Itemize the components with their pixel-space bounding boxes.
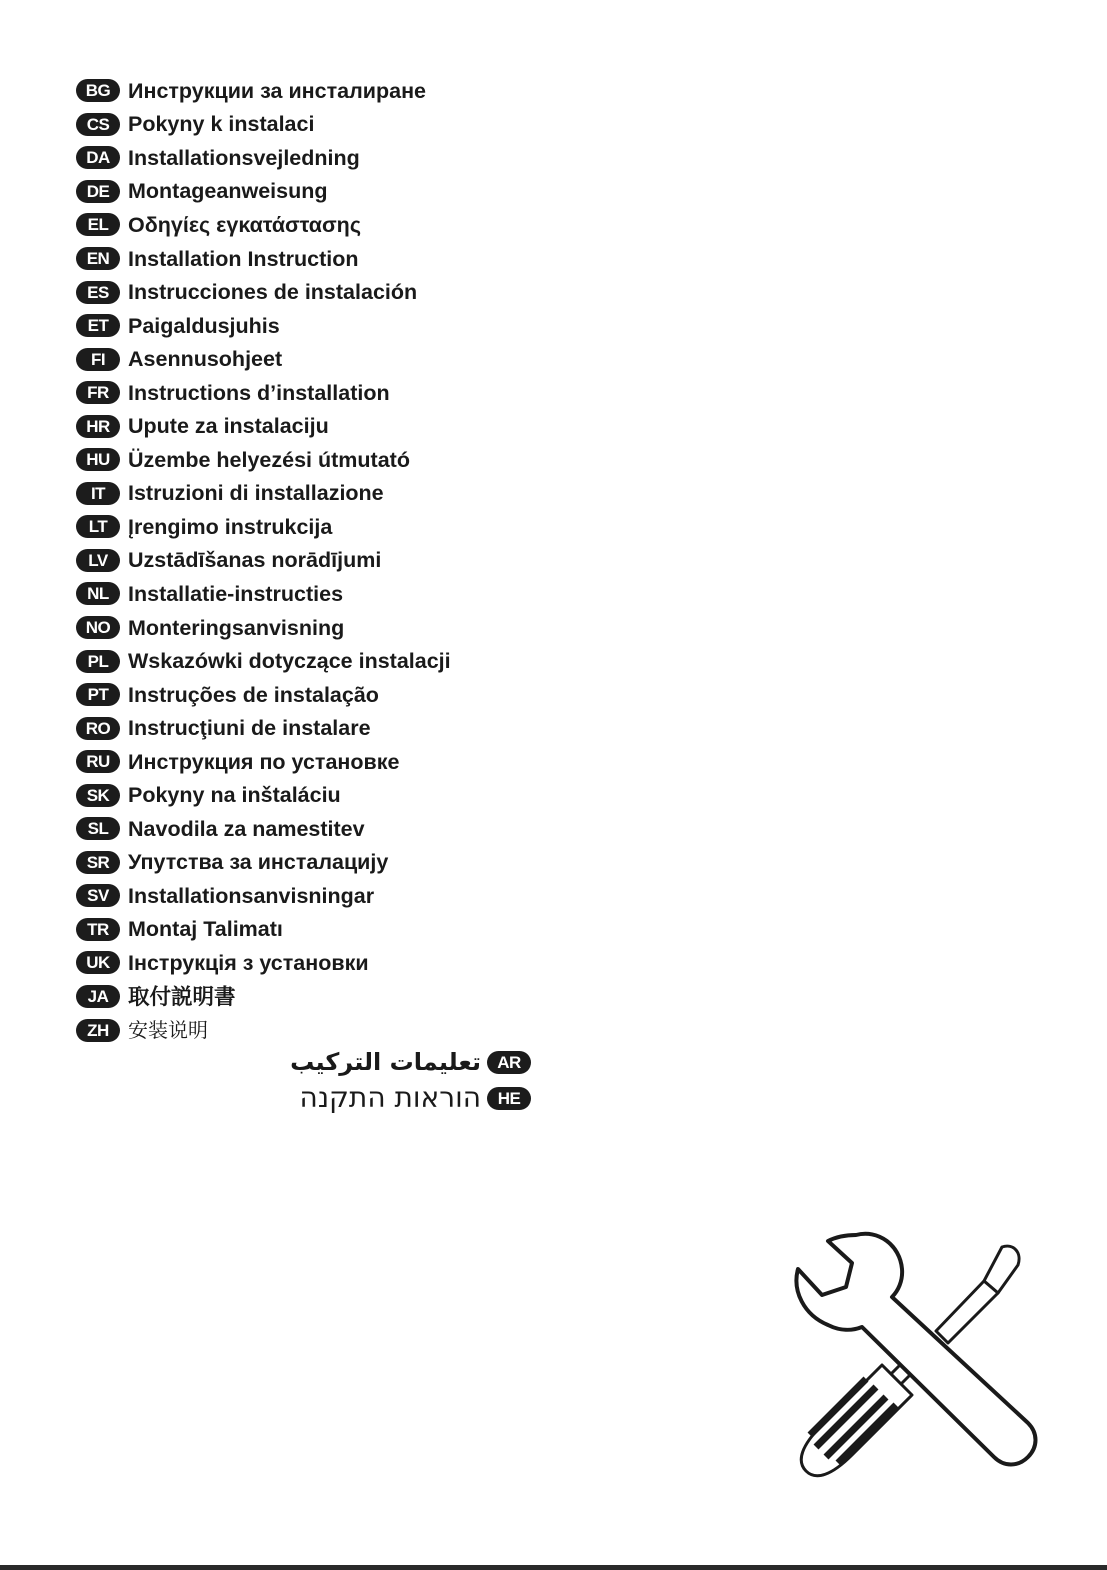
- language-item-lv: [76, 544, 451, 578]
- language-code-badge: FR: [76, 381, 120, 404]
- language-title: Üzembe helyezési útmutató: [128, 447, 410, 472]
- wrench-screwdriver-icon: [770, 1225, 1050, 1485]
- language-item-cs: [76, 108, 451, 142]
- language-code-badge: ET: [76, 314, 120, 337]
- language-code-badge: DA: [76, 146, 120, 169]
- language-item-fi: [76, 342, 451, 376]
- language-title: Οδηγίες εγκατάστασης: [128, 212, 361, 237]
- language-code-badge: JA: [76, 985, 120, 1008]
- language-item-et: [76, 309, 451, 343]
- language-item-ru: [76, 745, 451, 779]
- language-title: تعليمات التركيب: [290, 1048, 481, 1076]
- language-item-hr: [76, 409, 451, 443]
- language-title: Instruções de instalação: [128, 682, 379, 707]
- language-title: הוראות התקנה: [299, 1081, 481, 1114]
- language-item-hu: [76, 443, 451, 477]
- language-code-badge: ZH: [76, 1019, 120, 1042]
- language-code-badge: HR: [76, 415, 120, 438]
- language-item-da: [76, 141, 451, 175]
- language-item-tr: [76, 913, 451, 947]
- language-code-badge: EL: [76, 213, 120, 236]
- language-item-sr: [76, 846, 451, 880]
- language-code-badge: AR: [487, 1051, 531, 1074]
- language-item-pt: [76, 678, 451, 712]
- language-title: Pokyny k instalaci: [128, 112, 315, 137]
- language-title: 取付説明書: [128, 984, 236, 1009]
- language-item-uk: [76, 946, 451, 980]
- language-item-el: [76, 208, 451, 242]
- language-title: Montaj Talimatı: [128, 917, 283, 942]
- page-bottom-rule: [0, 1565, 1107, 1570]
- language-code-badge: NL: [76, 582, 120, 605]
- language-code-badge: SL: [76, 817, 120, 840]
- language-code-badge: RU: [76, 750, 120, 773]
- language-title: Navodila za namestitev: [128, 816, 365, 841]
- language-title: Інструкція з установки: [128, 950, 369, 975]
- language-code-badge: HE: [487, 1087, 531, 1110]
- language-item-ja: [76, 980, 451, 1014]
- language-title: 安装说明: [128, 1018, 208, 1043]
- language-item-ro: [76, 711, 451, 745]
- language-item-sv: [76, 879, 451, 913]
- language-code-badge: PL: [76, 650, 120, 673]
- language-code-badge: IT: [76, 482, 120, 505]
- language-item-lt: [76, 510, 451, 544]
- language-title: Instructions d’installation: [128, 380, 390, 405]
- language-code-badge: PT: [76, 683, 120, 706]
- language-item-en: [76, 242, 451, 276]
- language-item-sk: [76, 778, 451, 812]
- language-code-badge: SR: [76, 851, 120, 874]
- language-title: Monteringsanvisning: [128, 615, 345, 640]
- language-title: Installation Instruction: [128, 246, 359, 271]
- language-code-badge: CS: [76, 113, 120, 136]
- language-code-badge: TR: [76, 918, 120, 941]
- language-title: Montageanweisung: [128, 179, 328, 204]
- language-code-badge: LV: [76, 549, 120, 572]
- language-code-badge: NO: [76, 616, 120, 639]
- language-title: Paigaldusjuhis: [128, 313, 280, 338]
- language-list: [76, 74, 451, 1047]
- language-title: Upute za instalaciju: [128, 414, 329, 439]
- language-code-badge: EN: [76, 247, 120, 270]
- language-title: Instrucciones de instalación: [128, 280, 418, 305]
- language-item-zh: [76, 1013, 451, 1047]
- language-code-badge: ES: [76, 281, 120, 304]
- language-item-it: [76, 477, 451, 511]
- language-title: Installationsanvisningar: [128, 883, 375, 908]
- language-title: Инструкция по установке: [128, 749, 400, 774]
- language-title: Installatie-instructies: [128, 581, 344, 606]
- language-code-badge: RO: [76, 717, 120, 740]
- language-code-badge: UK: [76, 951, 120, 974]
- language-item-de: [76, 175, 451, 209]
- language-item-bg: [76, 74, 451, 108]
- language-title: Pokyny na inštaláciu: [128, 783, 341, 808]
- language-title: Istruzioni di installazione: [128, 481, 384, 506]
- language-title: Instrucţiuni de instalare: [128, 716, 371, 741]
- language-title: Installationsvejledning: [128, 145, 360, 170]
- language-code-badge: HU: [76, 448, 120, 471]
- language-item-nl: [76, 577, 451, 611]
- language-code-badge: LT: [76, 515, 120, 538]
- language-code-badge: SK: [76, 784, 120, 807]
- language-item-pl: [76, 644, 451, 678]
- language-title: Упутства за инсталацију: [128, 850, 389, 875]
- language-item-ar: [290, 1045, 531, 1079]
- language-item-sl: [76, 812, 451, 846]
- language-title: Wskazówki dotyczące instalacji: [128, 649, 451, 674]
- language-item-fr: [76, 376, 451, 410]
- language-title: Инструкции за инсталиране: [128, 78, 427, 103]
- language-title: Įrengimo instrukcija: [128, 514, 333, 539]
- language-item-no: [76, 611, 451, 645]
- language-title: Uzstādīšanas norādījumi: [128, 548, 382, 573]
- language-code-badge: BG: [76, 79, 120, 102]
- language-title: Asennusohjeet: [128, 347, 283, 372]
- language-item-es: [76, 275, 451, 309]
- language-code-badge: FI: [76, 348, 120, 371]
- language-code-badge: DE: [76, 180, 120, 203]
- language-item-he: [300, 1081, 531, 1115]
- language-code-badge: SV: [76, 884, 120, 907]
